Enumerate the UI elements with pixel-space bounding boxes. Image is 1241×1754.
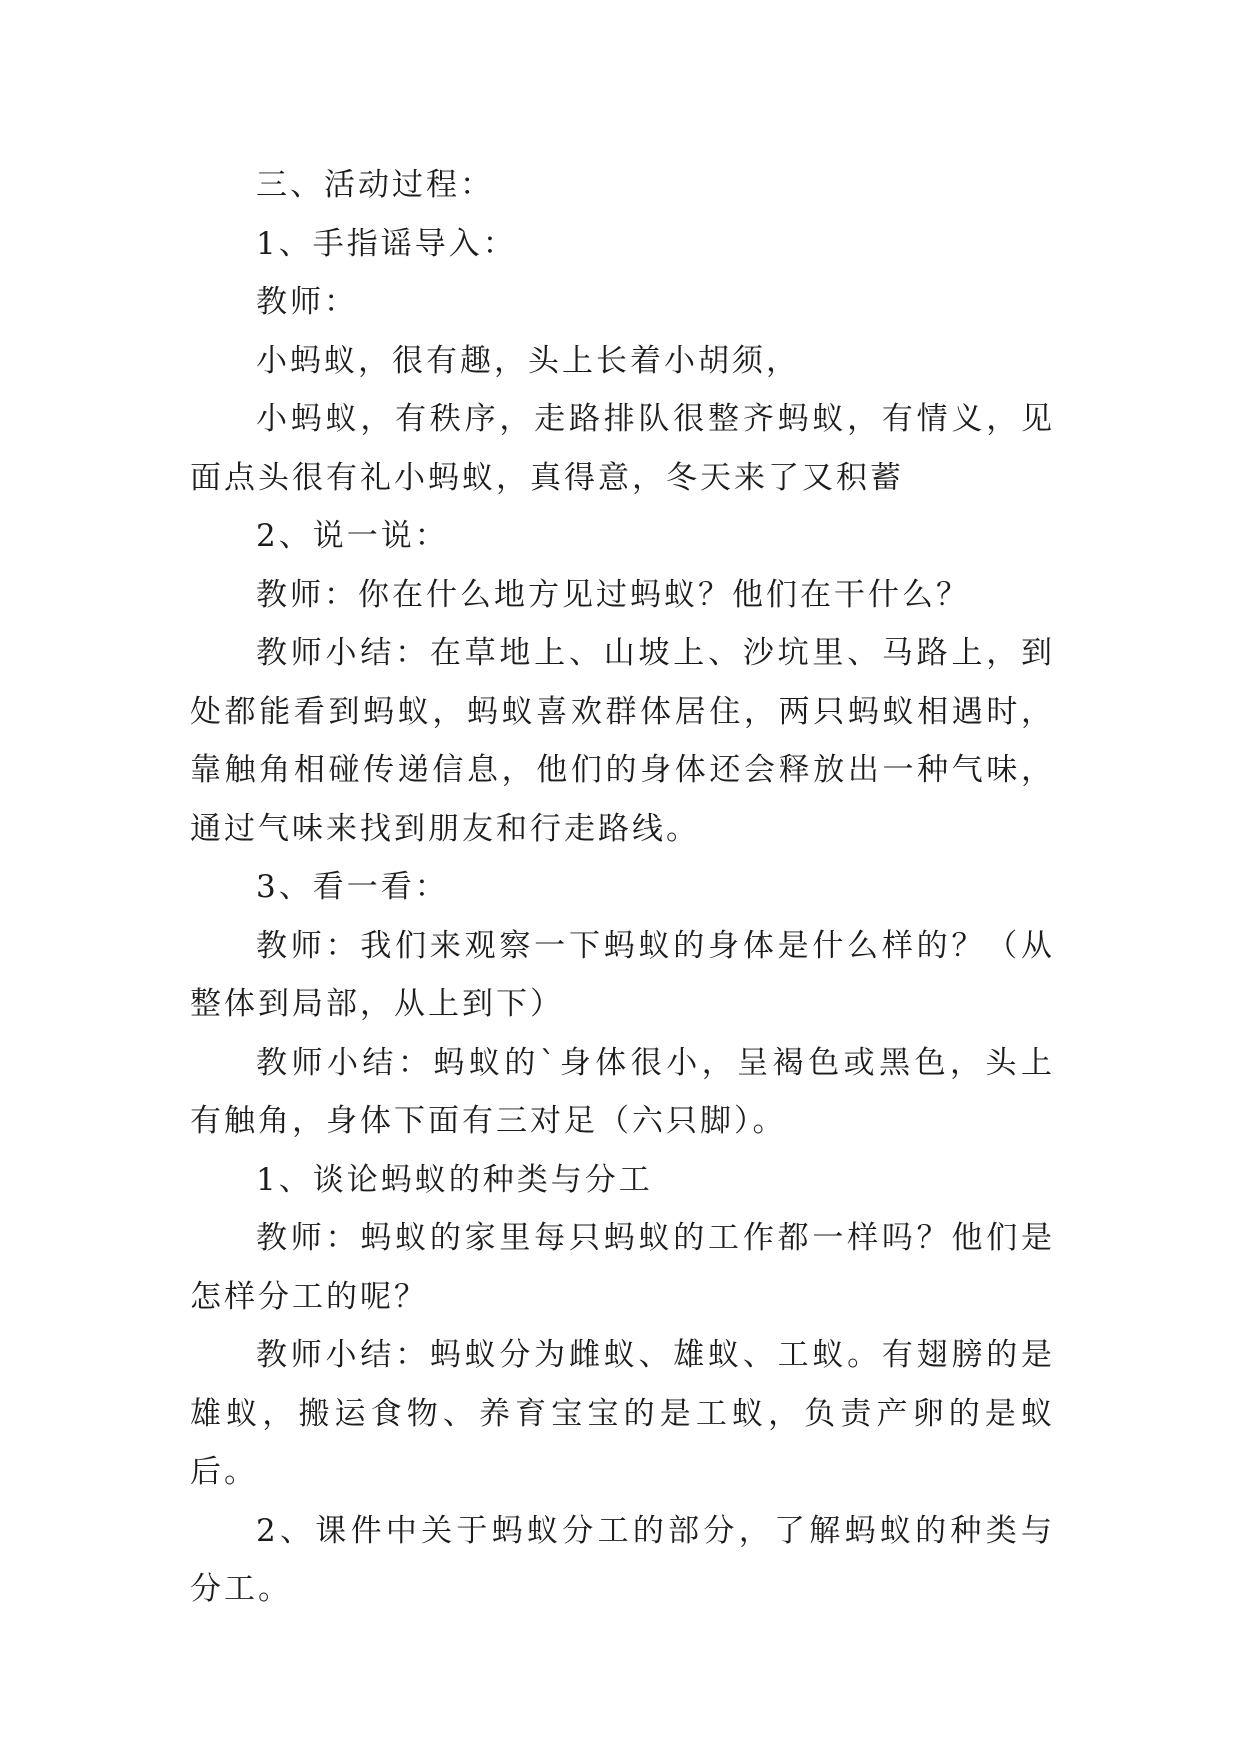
step-heading: 1、手指谣导入： [256,225,517,262]
body-paragraph: 教师：你在什么地方见过蚂蚁？他们在干什么？ [256,576,970,613]
body-paragraph: 教师小结：在草地上、山坡上、沙坑里、马路上，到处都能看到蚂蚁，蚂蚁喜欢群体居住，两只蚂蚁相遇时，靠触角相碰传递信息，他们的身体还会释放出一种气味，通过气味来找到朋友和行走路线。 [190,635,1055,847]
rhyme-line: 小蚂蚁，有秩序，走路排队很整齐蚂蚁，有情义，见面点头很有礼小蚂蚁，真得意，冬天来了又积蓄 [190,401,1055,496]
body-paragraph: 教师小结：蚂蚁的`身体很小，呈褐色或黑色，头上有触角，身体下面有三对足（六只脚）。 [190,1044,1055,1139]
step-heading: 2、说一说： [256,518,449,554]
body-paragraph: 2、课件中关于蚂蚁分工的部分，了解蚂蚁的种类与分工。 [190,1512,1055,1607]
rhyme-line: 小蚂蚁，很有趣，头上长着小胡须， [256,342,800,379]
step-heading: 3、看一看： [256,869,449,905]
speaker-label: 教师： [256,284,358,320]
body-paragraph: 教师：我们来观察一下蚂蚁的身体是什么样的？（从整体到局部，从上到下） [190,927,1055,1022]
section-heading: 三、活动过程： [256,167,494,203]
body-paragraph: 教师：蚂蚁的家里每只蚂蚁的工作都一样吗？他们是怎样分工的呢？ [190,1220,1055,1315]
body-paragraph: 教师小结：蚂蚁分为雌蚁、雄蚁、工蚁。有翅膀的是雄蚁，搬运食物、养育宝宝的是工蚁，负责产卵的是蚁后。 [190,1337,1055,1490]
step-heading: 1、谈论蚂蚁的种类与分工 [256,1161,653,1198]
document-body [190,156,1055,1619]
